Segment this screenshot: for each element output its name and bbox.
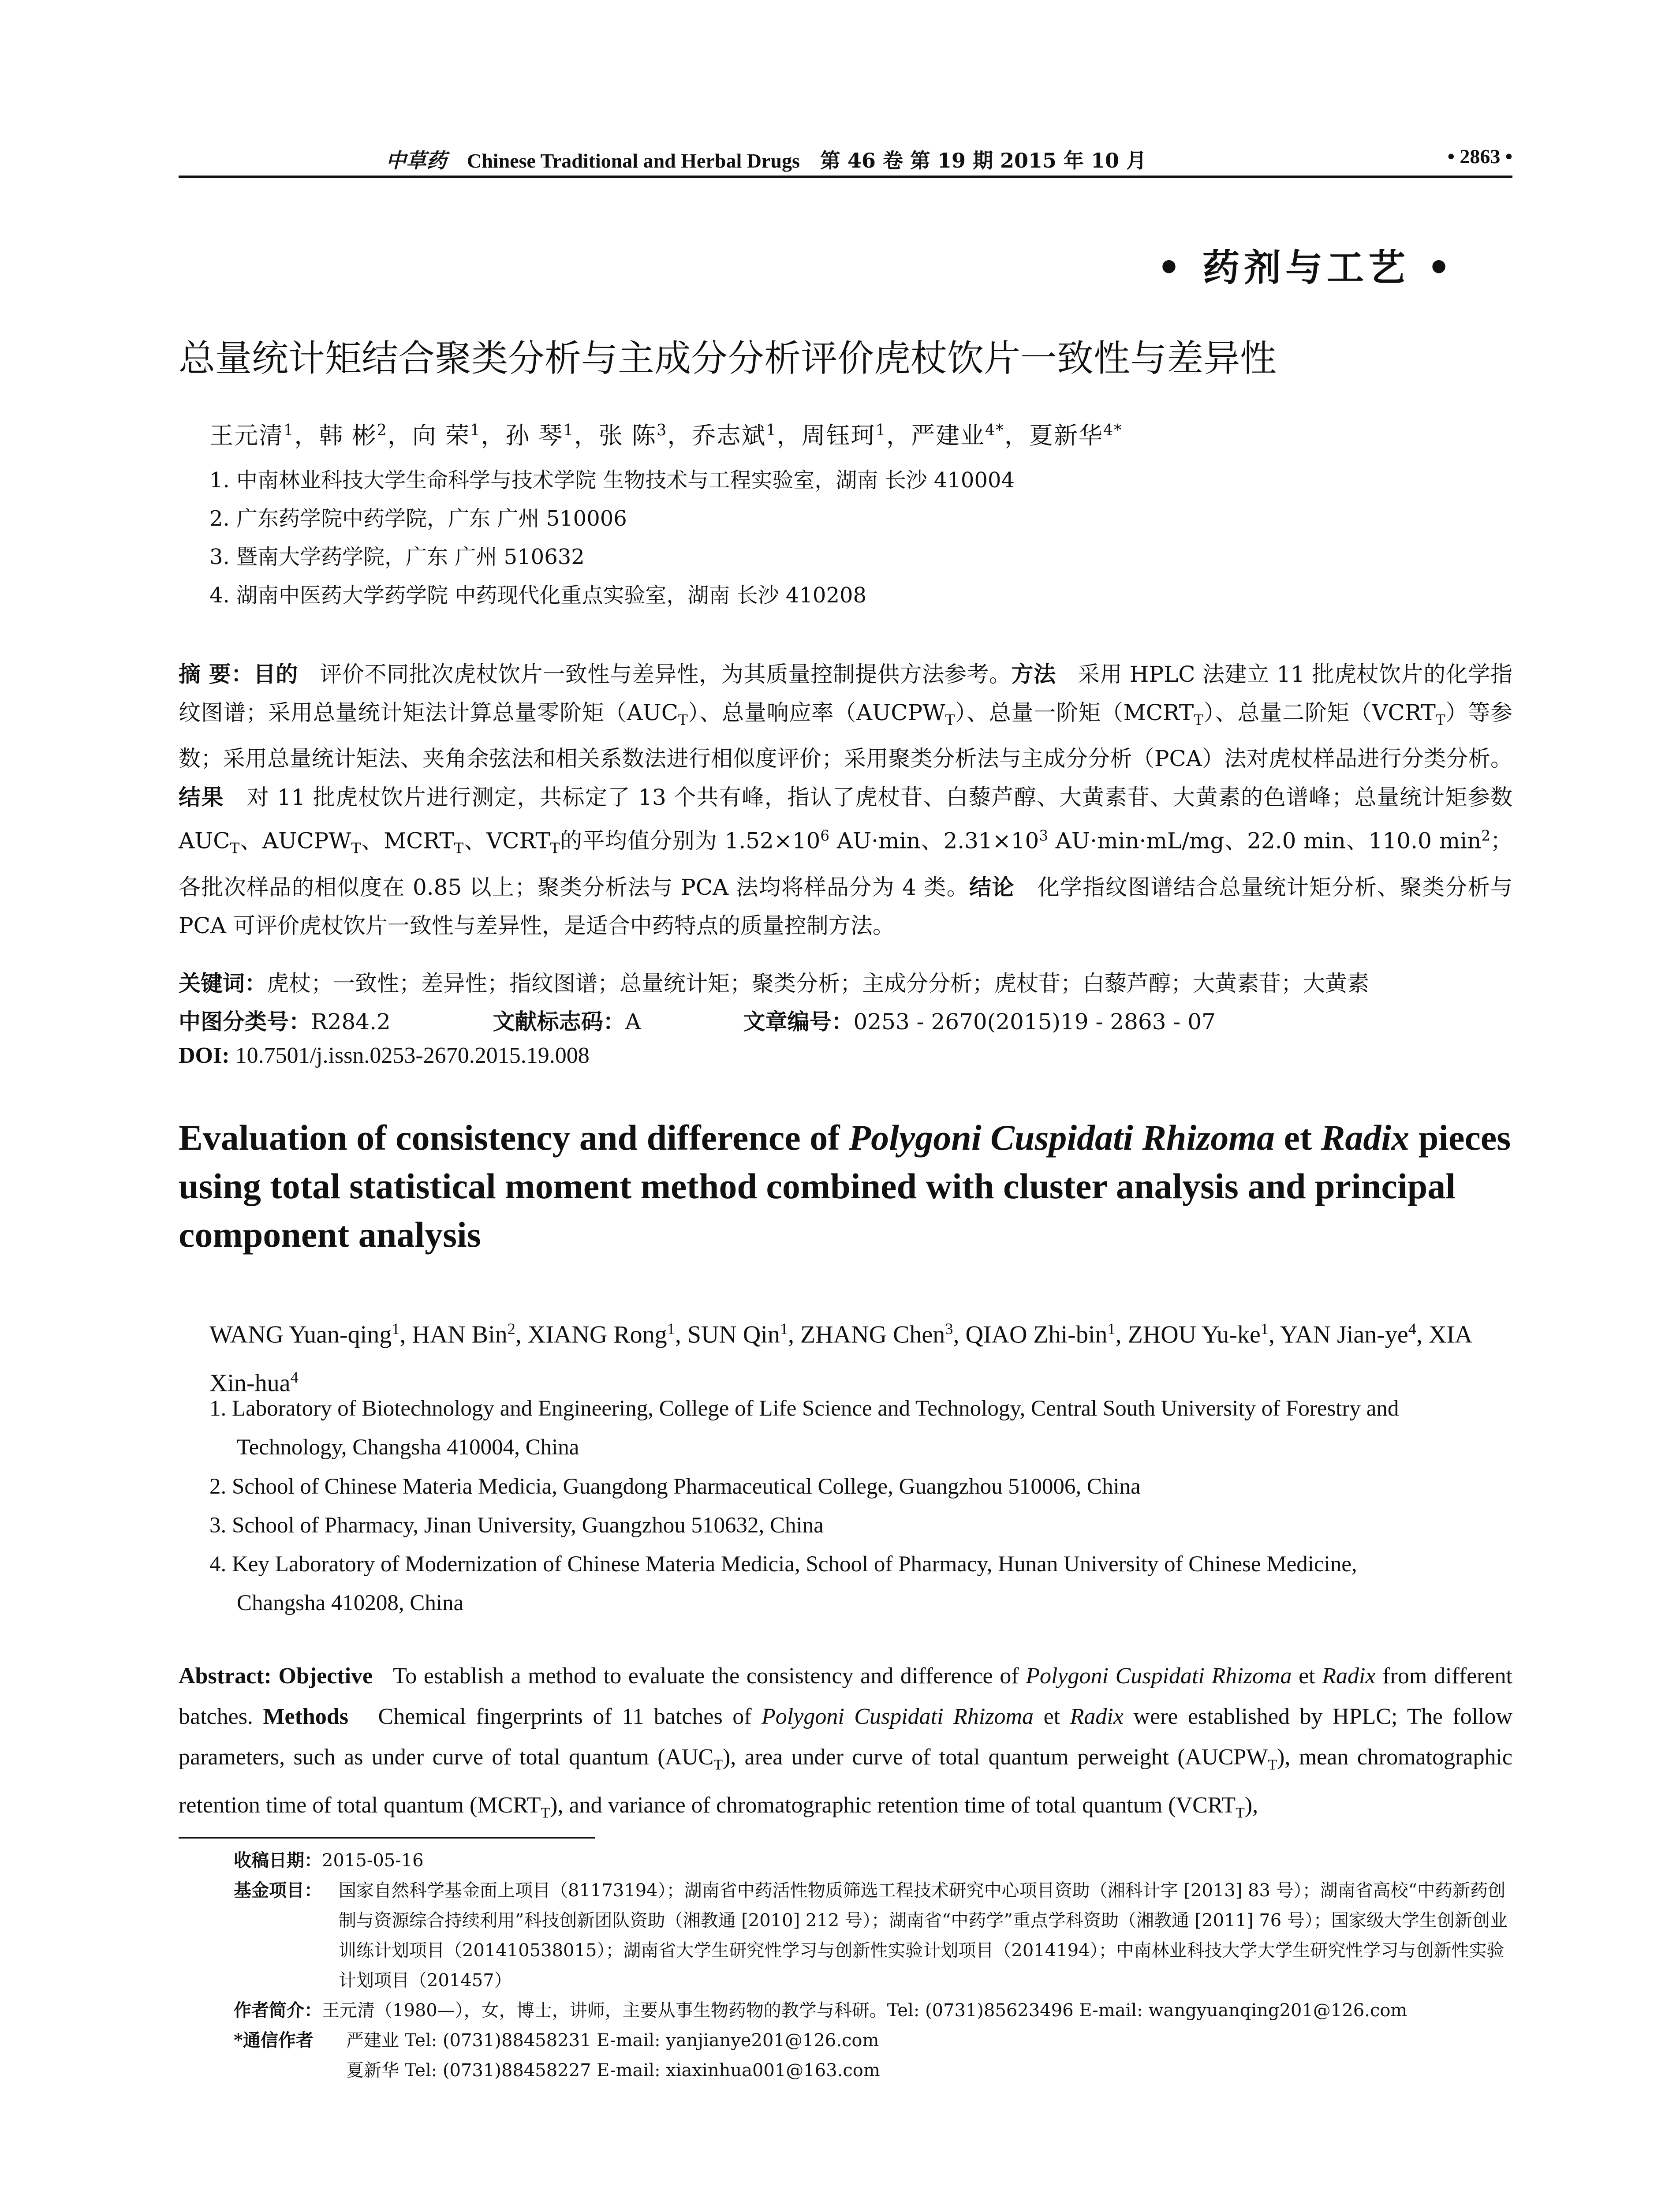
clc-label: 中图分类号： [179, 1009, 311, 1035]
author-name: 孙 琴 [505, 422, 564, 449]
authors-en: WANG Yuan-qing$^1$, HAN Bin$^2$, XIANG Rong$^1$, SUN Qin$^1$, ZHANG Chen$^3$, QIAO Zhi-bin$^1$, ZHOU $Yu-ke^1$, YAN Jian-$ye^4$, XIA Xin-hua$^4$ [209, 1320, 1471, 1397]
doc-code-label: 文献标志码： [493, 1009, 625, 1035]
author-affiliation-mark: 1 [766, 421, 777, 439]
title-en-text: et [1275, 1117, 1321, 1158]
title-en-species: Polygoni Cuspidati Rhizoma [849, 1117, 1275, 1158]
title-en [179, 1114, 1512, 1259]
doi-label: DOI: [179, 1043, 230, 1068]
affiliation-cn-1: 1. 中南林业科技大学生命科学与技术学院 生物技术与工程实验室，湖南 长沙 410004 [209, 468, 1015, 493]
running-header [179, 140, 1512, 175]
author-name: 夏新华 [1029, 422, 1103, 449]
results-text: 对 11 批虎杖饮片进行测定，共标定了 13 个共有峰，指认了虎杖苷、白藜芦醇、大黄素苷、大黄素的色谱峰；总量统计矩参数 AUC [179, 785, 1513, 854]
fund-label: 基金项目： [234, 1880, 322, 1901]
classification-line [179, 1004, 1512, 1036]
title-en-species: Radix [1321, 1117, 1410, 1158]
journal-name-cn: 中草药 [386, 149, 447, 172]
methods-en-label: Methods [263, 1704, 349, 1729]
author-name: YAN Jian-ye [1280, 1321, 1408, 1349]
title-en-text: pieces using total statistical moment method combined with cluster analysis and principal component analysis [179, 1117, 1511, 1255]
superscript: 2 [1481, 827, 1490, 844]
abstract-en-text: ), area under curve of total quantum perweight (AUCPW [722, 1745, 1268, 1770]
corresponding-author-2: 夏新华 Tel: (0731)88458227 E-mail: xiaxinhua001@163.com [346, 2060, 880, 2081]
author-affiliation-mark: 1 [563, 421, 574, 439]
methods-text: ）、总量一阶矩（MCRT [955, 700, 1194, 725]
methods-text: 采用 HPLC 法建立 11 批虎杖饮片的化学指纹图谱；采用总量统计矩法计算总量零阶矩（AUC [179, 662, 1512, 725]
conclusion-text: 化学指纹图谱结合总量统计矩分析、聚类分析与 PCA 可评价虎杖饮片一致性与差异性，是适合中药特点的质量控制方法。 [179, 874, 1513, 938]
author-name: ZHOU Yu-ke [1127, 1321, 1261, 1349]
affiliation-en-2: 2. School of Chinese Materia Medicia, Guangdong Pharmaceutical College, Guangzhou 510006, China [209, 1474, 1141, 1499]
journal-name-en: Chinese Traditional and Herbal Drugs [467, 149, 800, 172]
results-text: ；各批次样品的相似度在 0.85 以上；聚类分析法与 PCA 法均将样品分为 4 类。 [179, 828, 1512, 900]
header-rule [179, 176, 1512, 178]
keywords-cn [179, 966, 1512, 998]
author-name: 周钰珂 [801, 422, 876, 449]
author-affiliation-mark: 1 [780, 1320, 788, 1338]
corresponding-author-1: 严建业 Tel: (0731)88458231 E-mail: yanjianye201@126.com [346, 2030, 879, 2051]
species-name: Polygoni Cuspidati Rhizoma [1026, 1663, 1292, 1689]
author-affiliation-mark: 1 [392, 1320, 400, 1338]
abstract-en-text: were established by HPLC; The follow parameters, such as under curve of total quantum (AUC [179, 1704, 1513, 1770]
affiliation-en-1 [209, 1389, 1515, 1467]
subscript-t: T [1236, 1805, 1245, 1821]
author-affiliation-mark: 1 [1260, 1320, 1269, 1338]
abstract-en-text: et [1034, 1704, 1070, 1729]
results-text: AU·min·mL/mg、22.0 min、110.0 min [1048, 828, 1482, 854]
affiliation-en-4 [209, 1545, 1515, 1622]
subscript-t: T [945, 712, 955, 729]
results-text: AU·min、2.31×10 [829, 828, 1039, 854]
doc-code-value: A [625, 1009, 641, 1035]
author-name: SUN Qin [687, 1321, 780, 1349]
title-cn: 总量统计矩结合聚类分析与主成分分析评价虎杖饮片一致性与差异性 [179, 337, 1277, 380]
affiliation-line: 4. Key Laboratory of Modernization of Chinese Materia Medicia, School of Pharmacy, Hunan University of Chinese Medicine, [209, 1552, 1357, 1577]
author-name: 韩 彬 [319, 422, 377, 449]
issue-info: 第 46 卷 第 19 期 2015 年 10 月 [820, 149, 1147, 172]
author-affiliation-mark: 1 [1107, 1320, 1116, 1338]
abstract-en-text: from different batches. [179, 1663, 1513, 1729]
results-text: 、VCRT [463, 828, 550, 854]
species-name: Radix [1322, 1663, 1376, 1689]
abstract-en-text: Chemical fingerprints of 11 batches of [378, 1704, 762, 1729]
author-affiliation-mark: 4 [290, 1368, 299, 1386]
author-name: 张 陈 [598, 422, 657, 449]
author-name: 向 荣 [412, 422, 470, 449]
subscript-t: T [541, 1805, 550, 1821]
affiliation-cn-3: 3. 暨南大学药学院，广东 广州 510632 [209, 545, 585, 569]
abstract-label: 摘 要： [179, 661, 254, 687]
author-name: ZHANG Chen [800, 1321, 945, 1349]
footnote-author [234, 1996, 1512, 2026]
keywords-text: 虎杖；一致性；差异性；指纹图谱；总量统计矩；聚类分析；主成分分析；虎杖苷；白藜芦醇；大黄素苷；大黄素 [267, 971, 1369, 996]
section-label: • 药剂与工艺 • [1157, 246, 1455, 289]
results-label: 结果 [179, 784, 224, 810]
methods-label: 方法 [1011, 661, 1056, 687]
abstract-cn [179, 655, 1512, 945]
fund-text: 国家自然科学基金面上项目（81173194）；湖南省中药活性物质筛选工程技术研究中心项目资助（湘科计字 [2013] 83 号）；湖南省高校“中药新药创制与资源综合持续利用”科技创新团队资助（湘教通 [2010] 212 号）；湖南省“中药学”重点学科资助（湘教通 [2011] 76 号）；国家级大学生创新创业训练计划项目（201410538015）；湖南省大学生研究性学习与创新性实验计划项目（2014194）；中南林业科技大学大学生研究性学习与创新性实验计划项目（201457） [339, 1880, 1508, 1991]
page-number: • 2863 • [1447, 145, 1512, 168]
abstract-en-text: To establish a method to evaluate the consistency and difference of [393, 1663, 1026, 1689]
subscript-t: T [550, 840, 560, 857]
superscript: 3 [1039, 827, 1048, 844]
subscript-t: T [678, 712, 688, 729]
footnote-corresponding [234, 2026, 1512, 2085]
affiliation-line: 1. Laboratory of Biotechnology and Engineering, College of Life Science and Technology, Central South University of Forestry and [209, 1396, 1399, 1421]
superscript: 6 [820, 827, 830, 844]
author-affiliation-mark: 4* [1103, 421, 1123, 439]
affiliation-cn-4: 4. 湖南中医药大学药学院 中药现代化重点实验室，湖南 长沙 410208 [209, 583, 867, 608]
author-name: 王元清 [209, 422, 284, 449]
article-number-value: 0253 - 2670(2015)19 - 2863 - 07 [853, 1009, 1216, 1035]
subscript-t: T [713, 1757, 723, 1773]
subscript-t: T [1194, 712, 1203, 729]
affiliation-cn-2: 2. 广东药学院中药学院，广东 广州 510006 [209, 506, 627, 531]
author-affiliation-mark: 1 [470, 421, 481, 439]
doi-value: 10.7501/j.issn.0253-2670.2015.19.008 [235, 1043, 590, 1068]
subscript-t: T [1435, 712, 1445, 729]
abstract-en-text: ), mean chromatographic retention time of total quantum (MCRT [179, 1745, 1512, 1818]
subscript-t: T [454, 840, 464, 857]
footnote-rule [179, 1837, 595, 1839]
author-affiliation-mark: 2 [507, 1320, 515, 1338]
author-affiliation-mark: 1 [875, 421, 886, 439]
journal-info [386, 145, 1146, 174]
methods-text: ）、总量二阶矩（VCRT [1203, 700, 1436, 725]
author-affiliation-mark: 1 [284, 421, 295, 439]
author-name: 严建业 [911, 422, 985, 449]
author-name: WANG Yuan-qing [209, 1321, 392, 1349]
abstract-en-text: ), [1244, 1793, 1258, 1818]
corresponding-label: *通信作者 [234, 2030, 314, 2051]
title-en-text: Evaluation of consistency and difference of [179, 1117, 849, 1158]
author-affiliation-mark: 4 [1408, 1320, 1416, 1338]
author-name: XIA Xin-hua [209, 1321, 1471, 1397]
conclusion-label: 结论 [969, 874, 1015, 900]
affiliation-line: Technology, Changsha 410004, China [237, 1435, 579, 1460]
keywords-label: 关键词： [179, 970, 267, 996]
doi-line [179, 1043, 1512, 1069]
received-date: 2015-05-16 [322, 1850, 424, 1871]
author-affiliation-mark: 4* [985, 421, 1004, 439]
affiliation-en-3: 3. School of Pharmacy, Jinan University, Guangzhou 510632, China [209, 1513, 824, 1538]
objective-text: 评价不同批次虎杖饮片一致性与差异性，为其质量控制提供方法参考。 [320, 662, 1012, 687]
species-name: Polygoni Cuspidati Rhizoma [762, 1704, 1034, 1729]
author-name: HAN Bin [412, 1321, 508, 1349]
article-number-label: 文章编号： [743, 1009, 854, 1035]
author-affiliation-mark: 3 [945, 1320, 953, 1338]
abstract-en-text: ), and variance of chromatographic retention time of total quantum (VCRT [550, 1793, 1236, 1818]
footnote-received [234, 1846, 1512, 1876]
abstract-en-label: Abstract: Objective [179, 1663, 373, 1689]
author-name: XIANG Rong [527, 1321, 667, 1349]
author-bio-label: 作者简介： [234, 2000, 322, 2021]
methods-text: ）、总量响应率（AUCPW [687, 700, 945, 725]
subscript-t: T [230, 840, 240, 857]
methods-text: ）等参数；采用总量统计矩法、夹角余弦法和相关系数法进行相似度评价；采用聚类分析法与主成分分析（PCA）法对虎杖样品进行分类分析。 [179, 700, 1512, 771]
results-text: 、MCRT [361, 828, 454, 854]
author-name: QIAO Zhi-bin [965, 1321, 1108, 1349]
subscript-t: T [1268, 1757, 1277, 1773]
author-affiliation-mark: 1 [667, 1320, 675, 1338]
abstract-en-text: et [1292, 1663, 1322, 1689]
author-bio-text: 王元清（1980—），女，博士，讲师，主要从事生物药物的教学与科研。Tel: (0731)85623496 E-mail: wangyuanqing201@126.com [322, 2000, 1407, 2021]
author-name: 乔志斌 [692, 422, 766, 449]
footnote-fund [234, 1876, 1512, 1996]
author-affiliation-mark: 3 [657, 421, 668, 439]
received-label: 收稿日期： [234, 1850, 322, 1871]
abstract-en [179, 1656, 1512, 1834]
clc-value: R284.2 [311, 1009, 391, 1035]
results-text: 的平均值分别为 1.52×10 [560, 828, 821, 854]
objective-label: 目的 [253, 661, 298, 687]
subscript-t: T [351, 840, 361, 857]
results-text: 、AUCPW [239, 828, 351, 854]
author-affiliation-mark: 2 [377, 421, 388, 439]
species-name: Radix [1070, 1704, 1124, 1729]
affiliation-line: Changsha 410208, China [237, 1591, 464, 1615]
authors-cn: 王元清$^1$，韩 彬$^2$，向 荣$^1$，孙 琴$^1$，张 陈$^3$，乔志斌$^1$，周钰珂$^1$，严建业$^{4*}$，夏新华$^{4*}$ [209, 421, 1123, 449]
